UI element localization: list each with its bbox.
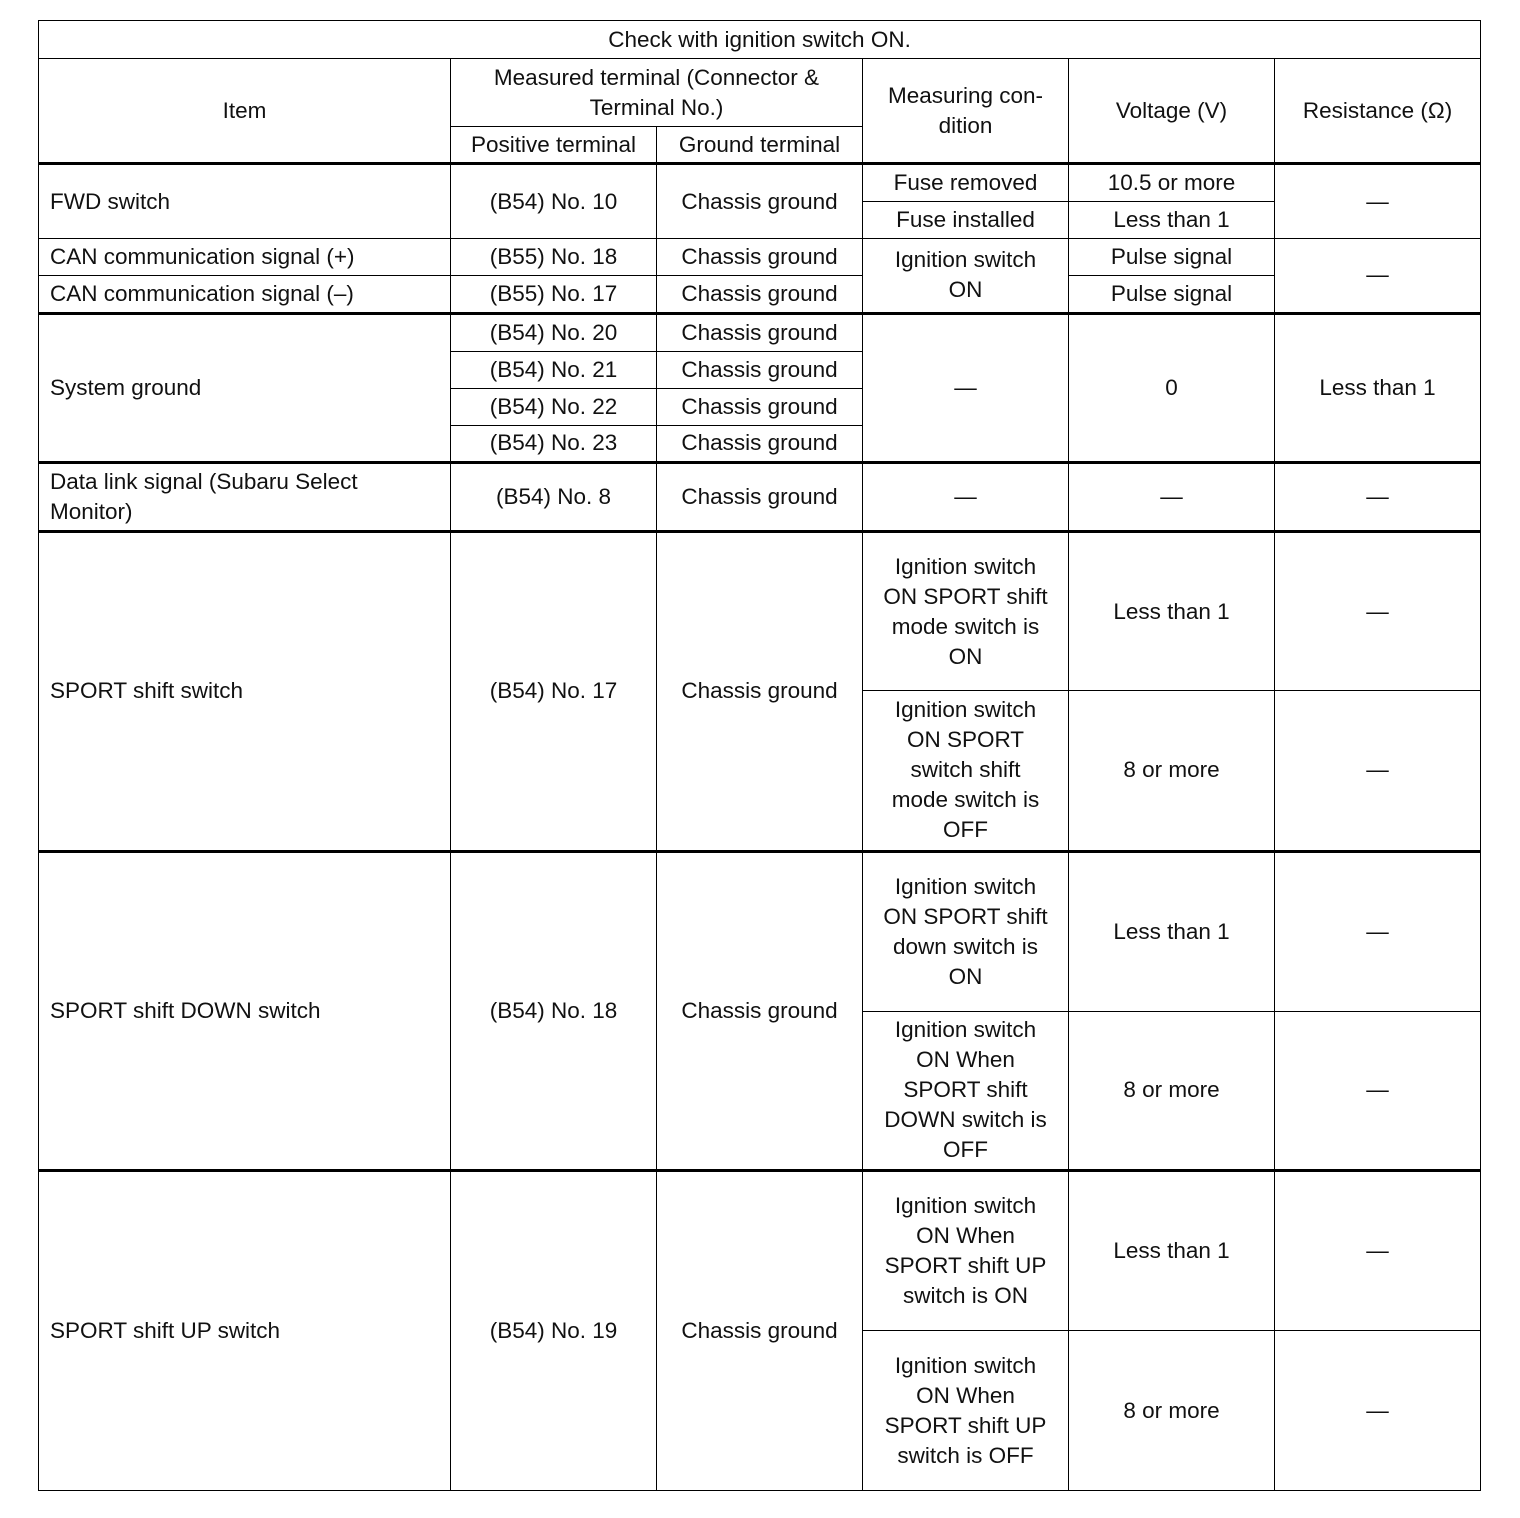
voltage-cell: Less than 1 [1069, 531, 1275, 690]
condition-cell: Ignition switch ON SPORT shift down switch is ON [863, 851, 1069, 1011]
voltage-cell: Pulse signal [1069, 239, 1275, 276]
condition-cell: Ignition switch ON When SPORT shift DOWN switch is OFF [863, 1011, 1069, 1170]
item-cell: System ground [39, 313, 451, 462]
ground-terminal-cell: Chassis ground [657, 531, 863, 851]
ground-terminal-cell: Chassis ground [657, 351, 863, 388]
table-row [39, 1171, 1481, 1331]
condition-cell: Ignition switch ON When SPORT shift UP switch is ON [863, 1171, 1069, 1331]
resistance-cell: Less than 1 [1275, 313, 1481, 462]
voltage-cell: 0 [1069, 313, 1275, 462]
item-cell: SPORT shift DOWN switch [39, 851, 451, 1171]
item-cell: FWD switch [39, 164, 451, 239]
table-row [39, 531, 1481, 690]
voltage-cell: 8 or more [1069, 1011, 1275, 1170]
resistance-cell: — [1275, 239, 1481, 313]
table-title: Check with ignition switch ON. [39, 21, 1481, 59]
voltage-cell: Less than 1 [1069, 1171, 1275, 1331]
ground-terminal-cell: Chassis ground [657, 164, 863, 239]
condition-cell: Ignition switch ON When SPORT shift UP switch is OFF [863, 1331, 1069, 1491]
inspection-table [38, 20, 1481, 1491]
voltage-cell: — [1069, 462, 1275, 531]
condition-cell: Ignition switch ON SPORT switch shift mode switch is OFF [863, 691, 1069, 851]
positive-terminal-cell: (B54) No. 21 [451, 351, 657, 388]
table-row [39, 164, 1481, 202]
ground-terminal-cell: Chassis ground [657, 239, 863, 276]
condition-cell: Fuse installed [863, 202, 1069, 239]
header-item: Item [39, 59, 451, 164]
ground-terminal-cell: Chassis ground [657, 388, 863, 425]
resistance-cell: — [1275, 1171, 1481, 1331]
positive-terminal-cell: (B54) No. 8 [451, 462, 657, 531]
item-cell: CAN communication signal (+) [39, 239, 451, 276]
positive-terminal-cell: (B54) No. 20 [451, 313, 657, 351]
resistance-cell: — [1275, 164, 1481, 239]
resistance-cell: — [1275, 462, 1481, 531]
ground-terminal-cell: Chassis ground [657, 276, 863, 313]
resistance-cell: — [1275, 851, 1481, 1011]
ground-terminal-cell: Chassis ground [657, 1171, 863, 1491]
condition-cell: Ignition switch ON [863, 239, 1069, 313]
voltage-cell: 8 or more [1069, 691, 1275, 851]
table-row [39, 313, 1481, 351]
positive-terminal-cell: (B54) No. 23 [451, 425, 657, 462]
voltage-cell: 8 or more [1069, 1331, 1275, 1491]
condition-cell: Ignition switch ON SPORT shift mode switch is ON [863, 531, 1069, 690]
voltage-cell: Less than 1 [1069, 851, 1275, 1011]
header-resistance: Resistance (Ω) [1275, 59, 1481, 164]
voltage-cell: Pulse signal [1069, 276, 1275, 313]
voltage-cell: Less than 1 [1069, 202, 1275, 239]
positive-terminal-cell: (B54) No. 19 [451, 1171, 657, 1491]
table-row [39, 851, 1481, 1011]
table-row [39, 239, 1481, 276]
resistance-cell: — [1275, 1011, 1481, 1170]
item-cell: SPORT shift switch [39, 531, 451, 851]
positive-terminal-cell: (B55) No. 18 [451, 239, 657, 276]
table-row [39, 462, 1481, 531]
item-cell: CAN communication signal (–) [39, 276, 451, 313]
item-cell: SPORT shift UP switch [39, 1171, 451, 1491]
ground-terminal-cell: Chassis ground [657, 313, 863, 351]
header-measured-terminal: Measured terminal (Connector & Terminal No.) [451, 59, 863, 127]
positive-terminal-cell: (B54) No. 10 [451, 164, 657, 239]
condition-cell: — [863, 462, 1069, 531]
header-ground-terminal: Ground terminal [657, 127, 863, 164]
positive-terminal-cell: (B54) No. 17 [451, 531, 657, 851]
header-voltage: Voltage (V) [1069, 59, 1275, 164]
resistance-cell: — [1275, 531, 1481, 690]
positive-terminal-cell: (B54) No. 18 [451, 851, 657, 1171]
table-row [39, 276, 1481, 313]
ground-terminal-cell: Chassis ground [657, 851, 863, 1171]
positive-terminal-cell: (B55) No. 17 [451, 276, 657, 313]
resistance-cell: — [1275, 1331, 1481, 1491]
condition-cell: — [863, 313, 1069, 462]
header-measuring-condition: Measuring con-dition [863, 59, 1069, 164]
voltage-cell: 10.5 or more [1069, 164, 1275, 202]
item-cell: Data link signal (Subaru Select Monitor) [39, 462, 451, 531]
resistance-cell: — [1275, 691, 1481, 851]
header-positive-terminal: Positive terminal [451, 127, 657, 164]
ground-terminal-cell: Chassis ground [657, 462, 863, 531]
ground-terminal-cell: Chassis ground [657, 425, 863, 462]
condition-cell: Fuse removed [863, 164, 1069, 202]
positive-terminal-cell: (B54) No. 22 [451, 388, 657, 425]
